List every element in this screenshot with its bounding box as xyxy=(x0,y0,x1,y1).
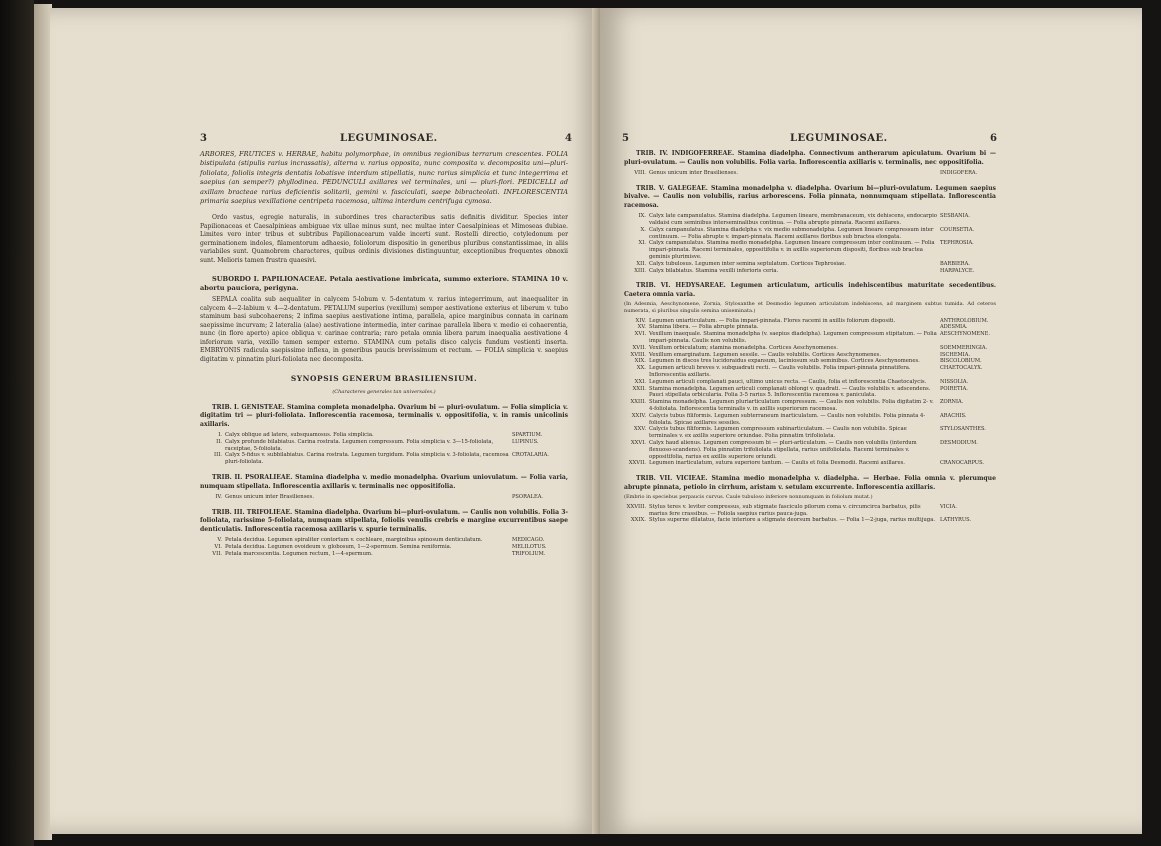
genus-entry xyxy=(624,386,996,400)
entry-number: XXVII. xyxy=(628,460,646,467)
synopsis-subtitle: (Characteres generales tan universales.) xyxy=(332,388,436,395)
entry-description: Legumen uniarticulatum. — Folia impari-pinnata. Flores racemi in axillis foliorum dispositi. xyxy=(649,317,896,324)
entry-number: XXVI. xyxy=(630,440,646,446)
entry-description: Petala decidua. Legumen ovoideum v. globosum, 1—2-spermum. Semina reniformia. xyxy=(225,544,452,551)
tribe-section xyxy=(624,282,996,467)
tribe-section xyxy=(200,404,568,466)
entry-number: XIX. xyxy=(634,358,646,365)
page-number-right: 6 xyxy=(990,133,998,144)
entry-description: Calyx oblique ad latere, subsquamosus. Folia simplicia. xyxy=(225,432,374,439)
tribe-section xyxy=(200,474,568,501)
entry-genus: PSORALEA. xyxy=(512,494,544,501)
genus-entry xyxy=(200,452,568,466)
entry-description: Petala marcescentia. Legumen rectum, 1—4-spermum. xyxy=(225,550,373,557)
entry-genus: ARACHIS. xyxy=(940,412,967,419)
entry-description: Genus unicum inter Brasilienses. xyxy=(649,170,738,176)
entry-genus: ISCHEMIA. xyxy=(940,351,971,358)
right-page xyxy=(600,8,1142,834)
entry-number: IV. xyxy=(215,494,222,501)
entry-description: Petala decidua. Legumen spiraliter contortum v. cochleare, marginibus spinosum denticulatum. xyxy=(225,537,483,544)
entry-number: XX. xyxy=(636,365,646,372)
entry-genus: SPARTIUM. xyxy=(512,432,543,439)
entry-genus: TRIFOLIUM. xyxy=(512,550,546,557)
entry-description: Calyx haud alienus. Legumen compressum bi — pluri-articulatum. — Caulis non volubilis (interdum flexuoso-scandens). Folia pinnatim trifoliolata stipellata, rarius unifoliolata. Racemi terminales v. oppositifolia, rarius ex axillis superiore oriundi. xyxy=(649,440,917,460)
genus-entry xyxy=(624,331,996,345)
entry-genus: SOEMMERINGIA. xyxy=(940,344,988,351)
entry-genus: CRANOCARPUS. xyxy=(940,460,985,467)
tribe-title: TRIB. VI. HEDYSAREAE. Legumen articulatum, articulis indehiscentibus maturitate secedentibus. Caetera omnia varia. xyxy=(624,282,996,298)
genus-entry xyxy=(624,426,996,440)
left-text-block xyxy=(200,150,568,558)
entry-genus: INDIGOFERA. xyxy=(940,170,978,176)
genus-entry xyxy=(624,379,996,386)
entry-description: Legumen inarticulatum, sutura superiore tantum. — Caulis et folia Desmodii. Racemi axillares. xyxy=(649,460,905,467)
entry-description: Vexillum inaequale. Stamina monadelpha (v. saepius diadelpha). Legumen compressum stipitatum. — Folia impari-pinnata. Caulis non volubilis. xyxy=(649,331,937,345)
genus-entry xyxy=(624,170,996,177)
genus-entry xyxy=(200,494,568,501)
entry-number: VII. xyxy=(212,550,222,557)
entry-genus: COURSETIA. xyxy=(940,226,975,233)
genus-entry xyxy=(200,432,568,439)
genus-entry xyxy=(200,537,568,544)
entry-description: Calyx 5-fidus v. subbilabiatus. Carina rostrata. Legumen turgidum. Folia simplicia v. 3-foliolata, racemosa pluri-foliolata. xyxy=(225,452,509,466)
tribe-title: TRIB. V. GALEGEAE. Stamina monadelpha v. diadelpha. Ovarium bi—pluri-ovulatum. Legumen saepius bivalve. — Caulis non volubilis, rarius arborescens. Folia pinnata, nonnumquam stipellata. Inflorescentia racemosa. xyxy=(624,184,996,209)
genus-entry xyxy=(624,440,996,460)
entry-genus: SESBANIA. xyxy=(940,213,970,220)
entry-genus: VICIA. xyxy=(940,503,957,510)
entry-number: III. xyxy=(214,452,222,459)
tribe-note: (Embrio in speciebus perpaucis curvus. Caule tubuloso inferiore nonnumquam in foliolum mutat.) xyxy=(624,494,873,501)
entry-genus: POIRETIA. xyxy=(940,385,968,392)
entry-number: XIV. xyxy=(635,317,646,324)
entry-number: XII. xyxy=(636,260,646,267)
entry-number: V. xyxy=(217,537,222,544)
entry-description: Stylus teres v. leviter compressus, sub stigmate fasciculo pilorum coma v. circumcirca barbatus, pilis marius fere crassibus. — Foliola saepius rarius pauca-juga. xyxy=(649,503,921,517)
entry-genus: BARBIERA. xyxy=(940,260,970,267)
entry-description: Stamina monadelpha. Legumen pluriarticulatum compressum. — Caulis non volubilis. Folia digitatim 2- v. 4-foliolata. Inflorescentia terminalis v. in axillis superiorum racemosa. xyxy=(649,399,934,413)
entry-number: XV. xyxy=(637,324,646,331)
dark-background xyxy=(0,0,34,846)
entry-genus: CHAETOCALYX. xyxy=(940,365,983,372)
synopsis-title: SYNOPSIS GENERUM BRASILIENSIUM. xyxy=(290,374,478,384)
entry-description: Genus unicum inter Brasilienses. xyxy=(225,494,314,501)
running-header: LEGUMINOSAE. xyxy=(790,133,888,144)
entry-genus: MEDICAGO. xyxy=(512,537,545,544)
entry-genus: DESMODIUM. xyxy=(940,440,978,446)
genus-entry xyxy=(624,399,996,413)
page-number-left: 5 xyxy=(622,133,630,144)
entry-genus: ANTHROLOBIUM. xyxy=(940,317,989,324)
genus-entry xyxy=(624,517,996,524)
subordo-heading: SUBORDO I. PAPILIONACEAE. Petala aestivatione imbricata, summo exteriore. STAMINA 10 v. abortu pauciora, perigyna. xyxy=(200,275,568,292)
entry-description: Calyx campanulatus. Stamina medio monadelpha. Legumen lineare compressum inter continuum. — Folia impari-pinnata. Racemi terminales, oppositifolia v. in axillis superiorum dispositi, floribus sub bractea geminis plurimisve. xyxy=(649,240,935,261)
tribe-note: (In Adesmia, Aeschynomene, Zornia, Stylosanthe et Desmodio legumen articulatum indehiscens, ad marginem subtus tumida. Ad ceteros numerata, si pluribus singulis semina uniseminata.) xyxy=(624,301,996,315)
entry-description: Stamina libera. — Folia abrupte pinnata. xyxy=(649,324,759,331)
genus-entry xyxy=(624,365,996,379)
entry-genus: ZORNIA. xyxy=(940,399,964,406)
entry-genus: HARPALYCE. xyxy=(940,267,975,274)
entry-description: Legumen in discos tres lucidoraidus expansum, laciniosum sub seminibus. Cortices Aeschynomenes. xyxy=(649,358,920,365)
entry-number: XXIX. xyxy=(630,517,646,524)
entry-description: Calycis tubus filiformis. Legumen compressum subinarticulatum. — Caulis non volubilis. Spicae terminales v. ex axillis superiore oriundae. Folia pinnatim trifoliolata. xyxy=(649,426,907,440)
sepala-paragraph: SEPALA coalita sub aequaliter in calycem 5-lobum v. 5-dentatum v. rarius integerrimum, aut inaequaliter in calycem 4—2-labium v. 4—2-dentatum. PETALUM superius (vexillum) semper aestivatione exterius et liberum v. tubo staminum basi subcohaerens; 2 infima saepius aestivatione intima, parallela, apice marginibus connata in carinam saepissime incurvam; 2 lateralia (alae) aestivatione intermedia, inter carinae parallela libera v. medio ei cohaerentia, nunc (in flore aperto) apice obliqua v. carinae contraria; raro petala omnia libera parum inaequalia aestivatione 4 inferiorum varia, vexillo tamen semper externo. STAMINA cum petalis disco calycis fundum vestienti inserta. EMBRYONIS radicula saepissime inflexa, in generibus paucis brevissimum et rectum. — FOLIA simplicia v. saepius digitatim v. pinnatim pluri-foliolata nec decomposita. xyxy=(200,296,568,363)
genus-entry xyxy=(624,261,996,268)
entry-genus: LATHYRUS. xyxy=(940,517,972,524)
entry-number: VI. xyxy=(214,544,222,551)
entry-number: XXI. xyxy=(634,378,646,385)
entry-number: XXVIII. xyxy=(626,503,646,510)
entry-description: Vexillum orbiculatum; stamina monadelpha. Cortices Aeschynomenes. xyxy=(649,344,838,351)
entry-number: XXIII. xyxy=(630,399,646,406)
entry-description: Vexillum emarginatum. Legumen sessile. — Caulis volubilis. Cortices Aeschynomenes. xyxy=(649,351,882,358)
entry-number: XVII. xyxy=(632,344,646,351)
tribe-title: TRIB. IV. INDIGOFERREAE. Stamina diadelpha. Connectivum antherarum apiculatum. Ovarium bi — pluri-ovulatum. — Caulis non volubilis. Folia varia. Inflorescentia axillaris v. terminalis, nec oppositifolia. xyxy=(624,150,996,166)
genus-entry xyxy=(200,439,568,453)
genus-entry xyxy=(624,413,996,427)
genus-entry xyxy=(624,352,996,359)
entry-genus: ADESMIA. xyxy=(940,324,968,331)
tribe-title: TRIB. VII. VICIEAE. Stamina medio monadelpha v. diadelpha. — Herbae. Folia omnia v. plerumque abrupte pinnata, petiolo in cirrhum, aristam v. setulam excurrente. Inflorescentia axillaris. xyxy=(624,475,996,491)
page-number-right: 4 xyxy=(565,133,573,144)
tribe-section xyxy=(200,509,568,558)
intro-paragraph: ARBORES, FRUTICES v. HERBAE, habitu polymorphae, in omnibus regionibus terrarum crescentes. FOLIA bistipulata (stipulis rarius incrassatis), alterna v. rarius opposita, nunc composita v. decomposita uni—pluri-foliolata, foliolis integris dentatis lobatisve interdum stipellatis, nunc rarius simplicia et tunc integerrima et saepius (an semper?) phyllodinea. PEDUNCULI axillares vel terminales, uni — pluri-flori. PEDICELLI ad axillam bracteae rarius deficientis solitarii, gemini v. fasciculati, saepe bibracteolati. INFLORESCENTIA primaria saepius vexillatione centripeta racemosa, ultima interdum centrifuga cymosa. xyxy=(200,150,568,206)
genus-entry xyxy=(624,318,996,325)
entry-description: Calyx late campanulatus. Stamina diadelpha. Legumen lineare, membranaceum, vix dehiscens, endocarpio valdaisi cum seminibus interseminalibus continua. — Folia abrupte pinnata. Racemi axillares. xyxy=(649,213,937,227)
entry-description: Calyx profunde bilabiatus. Carina rostrata. Legumen compressum. Folia simplicia v. 3—15-foliolata, raceiptae, 5-foliolata. xyxy=(225,438,494,452)
genus-entry xyxy=(200,551,568,558)
entry-genus: LUPINUS. xyxy=(512,438,539,445)
tribe-section xyxy=(624,150,996,177)
entry-number: VIII. xyxy=(634,170,646,176)
running-header: LEGUMINOSAE. xyxy=(340,133,438,144)
entry-description: Calyx campanulatus. Stamina diadelpha v. vix medio submonadelpha. Legumen lineare compressum inter continuum. — Folia abrupte v. impari-pinnata. Racemi axillares floribus sub bractea elongata. xyxy=(649,226,934,240)
entry-number: XXV. xyxy=(633,426,646,433)
entry-description: Calyx tubulosus. Legumen inter semina septulatum. Cortices Tephrosiae. xyxy=(649,260,846,267)
genus-entry xyxy=(624,240,996,260)
tribe-title: TRIB. II. PSORALIEAE. Stamina diadelpha v. medio monadelpha. Ovarium uniovulatum. — Folia varia, numquam stipellata. Inflorescentia axillaris v. terminalis nec oppositifolia. xyxy=(200,474,568,490)
entry-genus: NISSOLIA. xyxy=(940,378,969,385)
genus-entry xyxy=(624,227,996,241)
entry-number: XIII. xyxy=(634,267,646,274)
entry-number: II. xyxy=(216,438,222,445)
genus-entry xyxy=(624,345,996,352)
entry-description: Calyx bilabiatus. Stamina vexilli inferioris ceria. xyxy=(649,267,779,274)
genus-entry xyxy=(624,504,996,518)
entry-genus: STYLOSANTHES. xyxy=(940,426,986,433)
genus-entry xyxy=(624,358,996,365)
entry-genus: AESCHYNOMENE. xyxy=(940,331,990,338)
entry-number: IX. xyxy=(638,213,646,220)
genus-entry xyxy=(200,544,568,551)
right-text-block xyxy=(624,150,996,524)
entry-genus: CROTALARIA. xyxy=(512,452,549,459)
genus-entry xyxy=(624,213,996,227)
entry-number: XI. xyxy=(638,240,646,247)
entry-description: Calycis tubus filiformis. Legumen subterraneum inarticulatum. — Caulis non volubilis. Folia pinnata 4-foliolata. Spicae axillares sessiles. xyxy=(649,412,926,426)
tribe-title: TRIB. I. GENISTEAE. Stamina completa monadelpha. Ovarium bi — pluri-ovulatum. — Folia simplicia v. digitatim tri — pluri-foliolata. Inflorescentia racemosa, terminalis v. oppositifolia, v. in ramis unicolinis axillaris. xyxy=(200,403,568,428)
entry-genus: MELILOTUS. xyxy=(512,544,547,551)
entry-description: Legumen articuli breves v. subquadrati recti. — Caulis volubilis. Folia impari-pinnata pinnatifera. Inflorescentia axillaris. xyxy=(649,365,911,379)
entry-number: XVIII. xyxy=(630,351,646,358)
entry-number: XXII. xyxy=(632,385,646,392)
page-number-left: 3 xyxy=(200,133,208,144)
tribe-section xyxy=(624,185,996,275)
entry-genus: TEPHROSIA. xyxy=(940,240,974,247)
tribe-title: TRIB. III. TRIFOLIEAE. Stamina diadelpha. Ovarium bi—pluri-ovulatum. — Caulis non volubilis. Folia 3-foliolata, rarissime 5-foliolata, numquam stipellata, foliolis venulis crebris e margine excurrentibus saepe denticulatis. Inflorescentia racemosa axillaris v. spurie terminalis. xyxy=(200,508,568,533)
entry-number: I. xyxy=(218,432,222,439)
entry-number: X. xyxy=(640,226,646,233)
ordo-paragraph: Ordo vastus, egregie naturalis, in subordines tres characteribus satis definitis dividitur. Species inter Papilionaceas et Caesalpinieas ambiguae vix ullae minus sunt, nec multae inter Caesalpinieas et Mimoseas dubiae. Limites vero inter tribus et subtribus Papilionacearum valde incerti sunt. Rostelli directio, cotyledonum per germinationem indoles, filamentorum adhaesio, foliolorum dispositio in generibus pluribus constantissimae, in aliis variabiles sunt. Quamobrem characteres, quibus ordinis divisiones distinguuntur, exceptionibus frequentes obnoxii sunt. Melioris tamen frustra quaesivi. xyxy=(200,214,568,264)
left-page xyxy=(50,8,603,834)
entry-genus: BISCOLOBIUM. xyxy=(940,358,982,365)
tribe-section xyxy=(624,475,996,524)
entry-description: Stamina monadelpha. Legumen articuli complanati oblongi v. quadrati. — Caulis volubilis v. adscendens. Pauci stipellata orbicularia. Folia 3-5 rarius 5. Inflorescentia racemosa v. paniculata. xyxy=(649,385,931,399)
entry-number: XVI. xyxy=(634,331,646,338)
genus-entry xyxy=(624,268,996,275)
entry-description: Legumen articuli complanati pauci, ultimo unicus recta. — Caulis, folia et inflorescentia Chaetocalycis. xyxy=(649,378,927,385)
genus-entry xyxy=(624,460,996,467)
entry-description: Stylus superne dilatatus, facie interiore a stigmate deorsum barbatus. — Folia 1—2-juga, rarius multijuga. xyxy=(649,517,936,524)
entry-number: XXIV. xyxy=(631,412,646,419)
